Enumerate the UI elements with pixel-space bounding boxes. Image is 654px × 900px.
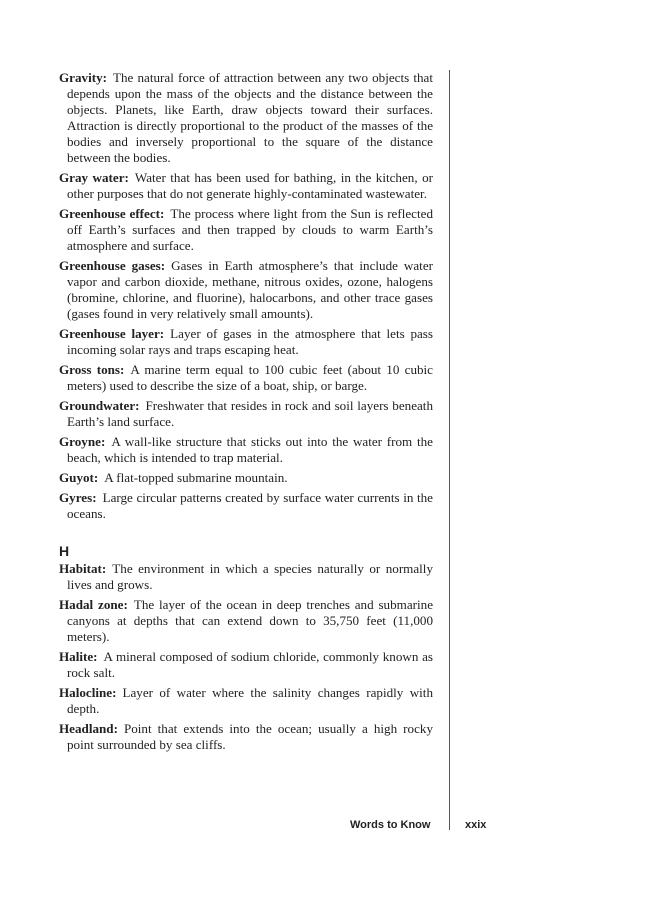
entry-term: Headland: [59, 721, 118, 736]
entry-term: Guyot: [59, 470, 99, 485]
glossary-entry [59, 70, 433, 166]
section-heading-h: H [59, 543, 70, 559]
entry-definition: The process where light from the Sun is reflected off Earth’s surfaces and then trapped by clouds to warm Earth’s atmosphere and surface. [67, 206, 433, 253]
column-rule [449, 70, 450, 830]
page-number: xxix [465, 819, 487, 831]
entry-definition: The environment in which a species naturally or normally lives and grows. [67, 561, 433, 592]
entry-term: Halocline: [59, 685, 117, 700]
entry-definition: Large circular patterns created by surface water currents in the oceans. [67, 490, 433, 521]
entry-term: Hadal zone: [59, 597, 128, 612]
entry-term: Gyres: [59, 490, 97, 505]
glossary-entry [59, 649, 433, 681]
entry-definition: Point that extends into the ocean; usually a high rocky point surrounded by sea cliffs. [67, 721, 433, 752]
entry-term: Halite: [59, 649, 98, 664]
entry-definition: A wall-like structure that sticks out into the water from the beach, which is intended to trap material. [67, 434, 433, 465]
entry-term: Gross tons: [59, 362, 125, 377]
glossary-entry [59, 490, 433, 522]
entry-term: Greenhouse gases: [59, 258, 166, 273]
entry-term: Habitat: [59, 561, 107, 576]
entry-definition: Gases in Earth atmosphere’s that include water vapor and carbon dioxide, methane, nitrous oxides, ozone, halogens (bromine, chlorine, and fluorine), halocarbons, and other trace gases (gases found in very relatively small amounts). [67, 258, 433, 321]
entry-definition: Freshwater that resides in rock and soil layers beneath Earth’s land surface. [67, 398, 433, 429]
glossary-entry [59, 597, 433, 645]
glossary-entry [59, 721, 433, 753]
glossary-entry [59, 258, 433, 322]
glossary-entry [59, 362, 433, 394]
entry-term: Groundwater: [59, 398, 140, 413]
glossary-entry [59, 398, 433, 430]
entry-definition: Layer of water where the salinity changes rapidly with depth. [67, 685, 433, 716]
glossary-entry [59, 470, 433, 486]
entry-term: Gravity: [59, 70, 107, 85]
glossary-entry [59, 685, 433, 717]
entry-definition: Layer of gases in the atmosphere that lets pass incoming solar rays and traps escaping heat. [67, 326, 433, 357]
glossary-column [59, 70, 433, 757]
entry-definition: A flat-topped submarine mountain. [104, 470, 288, 485]
entry-term: Gray water: [59, 170, 129, 185]
entry-definition: Water that has been used for bathing, in the kitchen, or other purposes that do not generate highly-contaminated wastewater. [67, 170, 433, 201]
entry-term: Greenhouse layer: [59, 326, 165, 341]
glossary-entry [59, 561, 433, 593]
entry-definition: A mineral composed of sodium chloride, commonly known as rock salt. [67, 649, 433, 680]
entry-definition: A marine term equal to 100 cubic feet (about 10 cubic meters) used to describe the size of a boat, ship, or barge. [67, 362, 433, 393]
glossary-entry [59, 206, 433, 254]
entry-definition: The layer of the ocean in deep trenches and submarine canyons at depths that can extend down to 35,750 feet (11,000 meters). [67, 597, 433, 644]
glossary-entry [59, 326, 433, 358]
entry-definition: The natural force of attraction between any two objects that depends upon the mass of the objects and the distance between the objects. Planets, like Earth, draw objects toward their surfaces. Attraction is directly proportional to the product of the masses of the bodies and inversely proportional to the square of the distance between the bodies. [67, 70, 433, 165]
entry-term: Greenhouse effect: [59, 206, 165, 221]
glossary-entry [59, 434, 433, 466]
running-footer-title: Words to Know [350, 819, 431, 831]
entry-term: Groyne: [59, 434, 106, 449]
glossary-entry [59, 170, 433, 202]
